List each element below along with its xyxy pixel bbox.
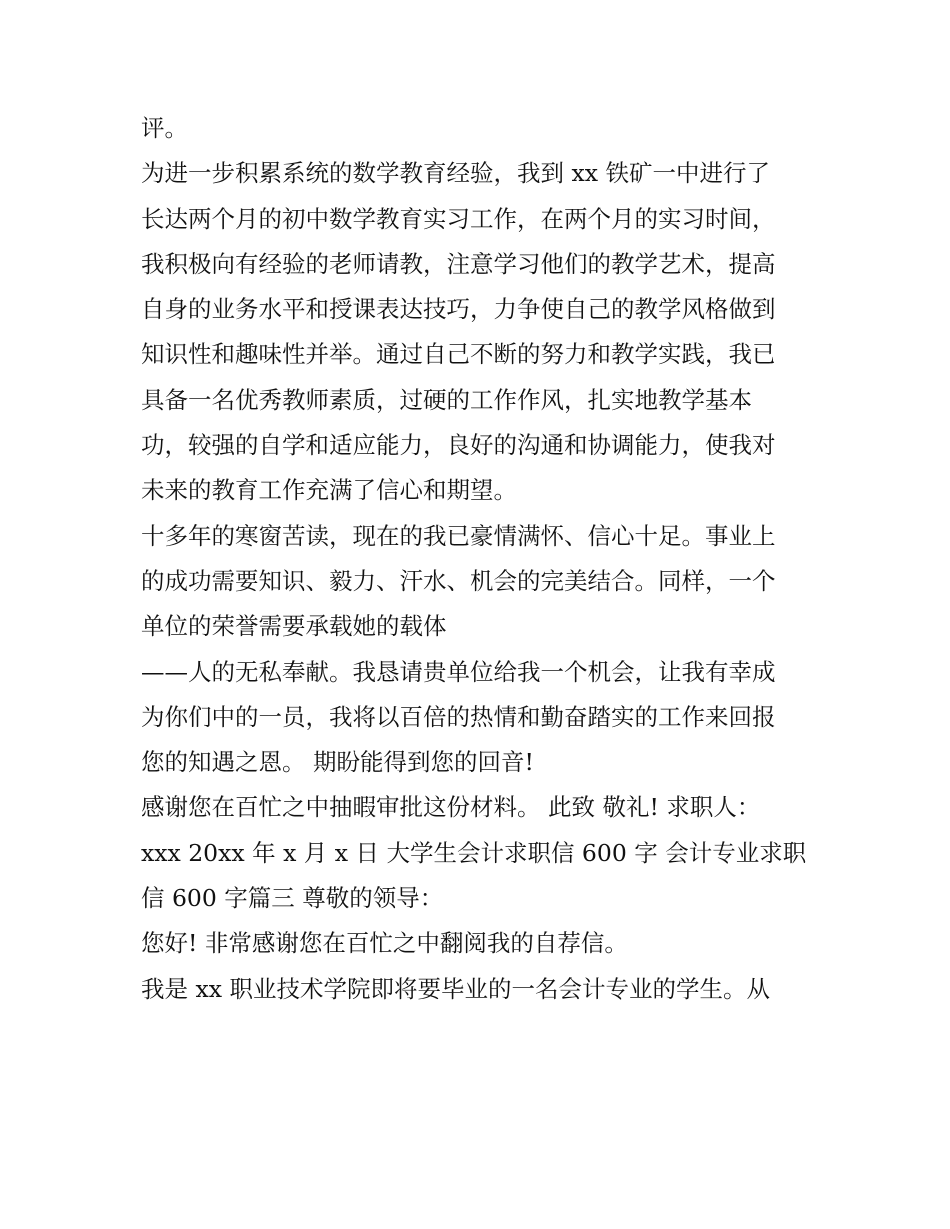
text-line: 感谢您在百忙之中抽暇审批这份材料。 此致 敬礼! 求职人： bbox=[141, 793, 761, 822]
text-line: 十多年的寒窗苦读，现在的我已豪情满怀、信心十足。事业上 bbox=[141, 521, 776, 550]
text-line: ——人的无私奉献。我恳请贵单位给我一个机会，让我有幸成 bbox=[141, 657, 776, 686]
text-line: 为你们中的一员，我将以百倍的热情和勤奋踏实的工作来回报 bbox=[141, 702, 776, 731]
text-line: 未来的教育工作充满了信心和期望。 bbox=[141, 476, 517, 505]
text-line: 单位的荣誉需要承载她的载体 bbox=[141, 612, 447, 641]
text-line: 评。 bbox=[141, 114, 188, 142]
text-line: 信 600 字篇三 尊敬的领导： bbox=[141, 884, 444, 913]
text-line: xxx 20xx 年 x 月 x 日 大学生会计求职信 600 字 会计专业求职 bbox=[141, 838, 807, 867]
text-line: 长达两个月的初中数学教育实习工作，在两个月的实习时间， bbox=[141, 204, 776, 233]
text-line: 我积极向有经验的老师请教，注意学习他们的教学艺术，提高 bbox=[141, 249, 776, 278]
text-line: 具备一名优秀教师素质，过硬的工作作风，扎实地教学基本 bbox=[141, 385, 752, 414]
text-line: 为进一步积累系统的数学教育经验，我到 xx 铁矿一中进行了 bbox=[141, 159, 770, 188]
text-line: 您好! 非常感谢您在百忙之中翻阅我的自荐信。 bbox=[141, 929, 628, 958]
text-line: 功，较强的自学和适应能力，良好的沟通和协调能力，使我对 bbox=[141, 431, 776, 460]
text-line: 的成功需要知识、毅力、汗水、机会的完美结合。同样，一个 bbox=[141, 566, 776, 595]
text-line: 知识性和趣味性并举。通过自己不断的努力和教学实践，我已 bbox=[141, 340, 776, 369]
text-line: 您的知遇之恩。 期盼能得到您的回音! bbox=[141, 748, 534, 777]
text-line: 我是 xx 职业技术学院即将要毕业的一名会计专业的学生。从 bbox=[141, 974, 770, 1003]
letter-body bbox=[141, 106, 831, 1012]
text-line: 自身的业务水平和授课表达技巧，力争使自己的教学风格做到 bbox=[141, 295, 776, 324]
